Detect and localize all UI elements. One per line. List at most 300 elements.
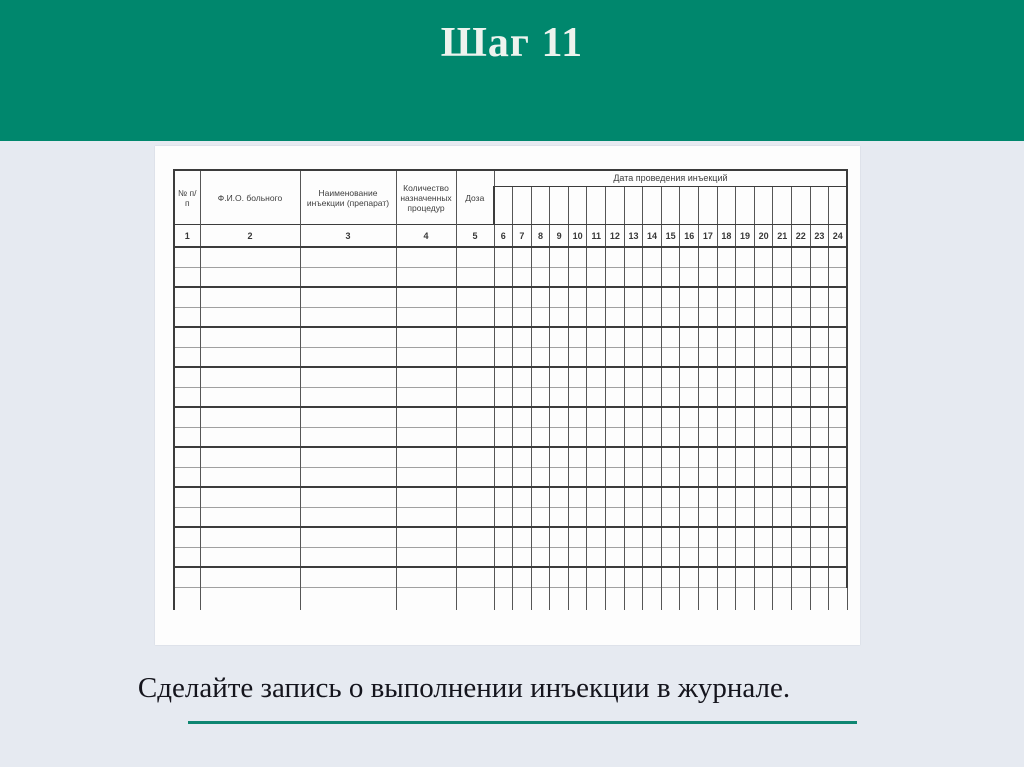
table-cell — [773, 387, 792, 407]
table-cell — [717, 387, 736, 407]
table-cell — [773, 347, 792, 367]
table-cell — [736, 327, 755, 347]
table-cell — [829, 327, 848, 347]
table-cell — [568, 307, 587, 327]
table-cell — [643, 327, 662, 347]
table-cell — [531, 287, 550, 307]
table-cell — [754, 487, 773, 507]
table-cell — [624, 307, 643, 327]
table-cell — [680, 327, 699, 347]
table-cell — [300, 527, 396, 547]
date-subheader-cell — [680, 187, 699, 225]
table-cell — [699, 427, 718, 447]
table-cell — [200, 547, 300, 567]
column-number-cell: 4 — [396, 225, 456, 248]
table-cell — [661, 447, 680, 467]
table-cell — [200, 487, 300, 507]
table-cell — [568, 527, 587, 547]
table-cell — [680, 467, 699, 487]
table-cell — [300, 467, 396, 487]
table-cell — [587, 247, 606, 267]
table-cell — [717, 287, 736, 307]
table-cell — [587, 347, 606, 367]
table-cell — [680, 507, 699, 527]
table-cell — [494, 427, 513, 447]
table-cell — [531, 367, 550, 387]
table-cell — [792, 427, 811, 447]
table-cell — [736, 547, 755, 567]
table-cell — [810, 367, 829, 387]
table-cell — [200, 507, 300, 527]
table-cell — [174, 427, 200, 447]
table-cell — [661, 287, 680, 307]
table-row — [174, 467, 847, 487]
table-cell — [396, 487, 456, 507]
table-cell — [568, 287, 587, 307]
table-cell — [456, 527, 494, 547]
table-cell — [174, 507, 200, 527]
table-cell — [643, 267, 662, 287]
table-cell — [773, 527, 792, 547]
table-cell — [699, 287, 718, 307]
table-cell — [606, 287, 625, 307]
table-cell — [754, 427, 773, 447]
table-cell — [587, 367, 606, 387]
table-cell — [699, 447, 718, 467]
table-cell — [300, 347, 396, 367]
header-cell-number: № п/п — [174, 170, 200, 225]
table-cell — [810, 347, 829, 367]
table-cell — [829, 367, 848, 387]
table-cell — [699, 467, 718, 487]
date-subheader-cell — [717, 187, 736, 225]
table-cell — [717, 487, 736, 507]
table-cell — [680, 407, 699, 427]
table-cell — [792, 567, 811, 587]
table-cell — [396, 367, 456, 387]
table-cell — [643, 347, 662, 367]
table-cell — [396, 467, 456, 487]
date-subheader-cell — [810, 187, 829, 225]
table-row — [174, 367, 847, 387]
date-subheader-cell — [494, 187, 513, 225]
table-cell — [174, 307, 200, 327]
table-cell — [174, 247, 200, 267]
table-cell — [396, 267, 456, 287]
table-cell — [300, 247, 396, 267]
table-cell — [396, 247, 456, 267]
table-cell — [456, 467, 494, 487]
table-cell — [661, 247, 680, 267]
table-cell — [396, 427, 456, 447]
table-cell — [829, 287, 848, 307]
table-cell — [773, 367, 792, 387]
table-row — [174, 567, 847, 587]
table-cell — [606, 527, 625, 547]
table-cell — [829, 247, 848, 267]
table-cell — [699, 507, 718, 527]
table-cell — [773, 407, 792, 427]
column-number-cell: 21 — [773, 225, 792, 248]
injection-log-table — [173, 169, 848, 610]
table-cell — [661, 367, 680, 387]
table-cell — [396, 407, 456, 427]
table-cell — [754, 307, 773, 327]
table-cell — [456, 507, 494, 527]
table-cell — [624, 507, 643, 527]
table-cell — [174, 467, 200, 487]
column-number-cell: 11 — [587, 225, 606, 248]
table-cell — [773, 567, 792, 587]
table-cell — [550, 567, 569, 587]
table-cell — [792, 267, 811, 287]
table-cell — [792, 287, 811, 307]
column-number-cell: 23 — [810, 225, 829, 248]
table-cell — [531, 507, 550, 527]
caption-text: Сделайте запись о выполнении инъекции в журнале. — [137, 672, 791, 704]
table-cell — [200, 247, 300, 267]
table-cell — [680, 447, 699, 467]
table-cell — [606, 487, 625, 507]
column-number-cell: 17 — [699, 225, 718, 248]
table-cell — [606, 567, 625, 587]
table-cell — [174, 567, 200, 587]
table-cell — [680, 387, 699, 407]
table-cell — [456, 307, 494, 327]
table-cell — [513, 307, 532, 327]
table-cell — [624, 267, 643, 287]
table-edge-stub-cell — [624, 587, 643, 610]
table-cell — [174, 367, 200, 387]
table-cell — [624, 547, 643, 567]
table-cell — [680, 487, 699, 507]
table-cell — [200, 527, 300, 547]
table-cell — [531, 347, 550, 367]
table-cell — [829, 567, 848, 587]
table-cell — [624, 327, 643, 347]
table-row — [174, 487, 847, 507]
table-edge-stub-cell — [456, 587, 494, 610]
table-cell — [550, 527, 569, 547]
table-cell — [587, 407, 606, 427]
table-row — [174, 267, 847, 287]
table-cell — [643, 567, 662, 587]
table-cell — [513, 287, 532, 307]
table-edge-stub-cell — [773, 587, 792, 610]
date-subheader-cell — [550, 187, 569, 225]
date-subheader-cell — [587, 187, 606, 225]
table-edge-stub-cell — [754, 587, 773, 610]
column-number-cell: 22 — [792, 225, 811, 248]
table-cell — [643, 527, 662, 547]
table-cell — [661, 307, 680, 327]
table-edge-stub-cell — [680, 587, 699, 610]
table-cell — [754, 347, 773, 367]
table-cell — [792, 367, 811, 387]
column-number-cell: 5 — [456, 225, 494, 248]
table-cell — [792, 507, 811, 527]
table-cell — [699, 527, 718, 547]
table-cell — [810, 387, 829, 407]
table-cell — [792, 407, 811, 427]
table-cell — [624, 427, 643, 447]
column-number-cell: 10 — [568, 225, 587, 248]
table-cell — [736, 287, 755, 307]
table-cell — [587, 467, 606, 487]
table-cell — [606, 447, 625, 467]
table-cell — [829, 427, 848, 447]
table-cell — [456, 427, 494, 447]
table-cell — [531, 487, 550, 507]
header-cell-dose: Доза — [456, 170, 494, 225]
table-cell — [531, 447, 550, 467]
table-cell — [513, 507, 532, 527]
table-edge-stub-cell — [810, 587, 829, 610]
table-cell — [531, 267, 550, 287]
table-cell — [810, 407, 829, 427]
table-cell — [699, 387, 718, 407]
table-cell — [456, 247, 494, 267]
table-cell — [587, 507, 606, 527]
table-edge-stub-cell — [643, 587, 662, 610]
column-number-cell: 16 — [680, 225, 699, 248]
table-cell — [513, 547, 532, 567]
table-cell — [531, 387, 550, 407]
table-cell — [606, 467, 625, 487]
table-cell — [531, 247, 550, 267]
table-edge-stub-cell — [661, 587, 680, 610]
table-cell — [587, 447, 606, 467]
table-edge-stub-cell — [200, 587, 300, 610]
table-cell — [829, 547, 848, 567]
table-cell — [531, 327, 550, 347]
table-cell — [456, 367, 494, 387]
table-cell — [643, 467, 662, 487]
table-cell — [456, 287, 494, 307]
table-cell — [792, 447, 811, 467]
table-cell — [717, 507, 736, 527]
table-cell — [754, 447, 773, 467]
date-subheader-cell — [792, 187, 811, 225]
table-cell — [396, 567, 456, 587]
table-cell — [300, 267, 396, 287]
table-cell — [456, 487, 494, 507]
table-cell — [680, 527, 699, 547]
table-cell — [643, 387, 662, 407]
table-cell — [736, 427, 755, 447]
table-cell — [531, 547, 550, 567]
table-cell — [643, 287, 662, 307]
table-cell — [661, 387, 680, 407]
table-cell — [773, 447, 792, 467]
table-edge-stub-cell — [531, 587, 550, 610]
column-number-cell: 13 — [624, 225, 643, 248]
table-cell — [550, 287, 569, 307]
table-edge-stub-cell — [717, 587, 736, 610]
table-cell — [494, 527, 513, 547]
table-cell — [736, 267, 755, 287]
table-cell — [792, 327, 811, 347]
table-cell — [200, 427, 300, 447]
table-cell — [550, 367, 569, 387]
table-cell — [643, 487, 662, 507]
table-cell — [494, 247, 513, 267]
table-cell — [736, 527, 755, 547]
table-cell — [773, 467, 792, 487]
table-cell — [587, 287, 606, 307]
date-subheader-cell — [568, 187, 587, 225]
column-number-cell: 3 — [300, 225, 396, 248]
table-cell — [568, 327, 587, 347]
journal-paper — [155, 146, 860, 645]
table-cell — [568, 427, 587, 447]
date-subheader-cell — [699, 187, 718, 225]
table-cell — [550, 327, 569, 347]
table-cell — [550, 487, 569, 507]
table-cell — [624, 447, 643, 467]
table-cell — [773, 547, 792, 567]
table-cell — [174, 347, 200, 367]
date-subheader-cell — [736, 187, 755, 225]
table-edge-stub-cell — [396, 587, 456, 610]
table-cell — [513, 447, 532, 467]
table-cell — [754, 287, 773, 307]
table-cell — [810, 307, 829, 327]
table-cell — [494, 327, 513, 347]
table-cell — [717, 527, 736, 547]
table-cell — [606, 307, 625, 327]
table-edge-stub-cell — [829, 587, 848, 610]
date-subheader-cell — [624, 187, 643, 225]
table-cell — [606, 387, 625, 407]
table-cell — [736, 447, 755, 467]
table-cell — [810, 327, 829, 347]
table-cell — [456, 547, 494, 567]
table-cell — [792, 487, 811, 507]
table-cell — [396, 287, 456, 307]
table-cell — [699, 267, 718, 287]
table-cell — [531, 567, 550, 587]
table-cell — [568, 247, 587, 267]
table-cell — [661, 407, 680, 427]
table-cell — [568, 447, 587, 467]
table-cell — [699, 367, 718, 387]
table-cell — [494, 387, 513, 407]
table-body — [174, 247, 847, 610]
table-cell — [810, 247, 829, 267]
table-cell — [531, 307, 550, 327]
date-subheader-cell — [773, 187, 792, 225]
table-cell — [550, 467, 569, 487]
table-cell — [773, 327, 792, 347]
table-cell — [736, 347, 755, 367]
table-cell — [810, 527, 829, 547]
table-cell — [568, 547, 587, 567]
table-cell — [773, 507, 792, 527]
table-cell — [829, 307, 848, 327]
table-cell — [680, 567, 699, 587]
table-cell — [200, 307, 300, 327]
table-cell — [513, 347, 532, 367]
table-cell — [300, 487, 396, 507]
table-edge-stub-cell — [736, 587, 755, 610]
table-cell — [699, 547, 718, 567]
table-cell — [624, 467, 643, 487]
table-cell — [300, 567, 396, 587]
table-cell — [174, 407, 200, 427]
table-cell — [717, 467, 736, 487]
table-cell — [174, 547, 200, 567]
table-cell — [174, 487, 200, 507]
table-edge-stub-cell — [300, 587, 396, 610]
table-cell — [494, 267, 513, 287]
table-cell — [717, 267, 736, 287]
table-cell — [829, 387, 848, 407]
table-cell — [200, 467, 300, 487]
table-cell — [754, 407, 773, 427]
table-cell — [494, 287, 513, 307]
table-cell — [513, 427, 532, 447]
table-cell — [456, 567, 494, 587]
table-cell — [680, 307, 699, 327]
table-cell — [624, 287, 643, 307]
table-cell — [736, 487, 755, 507]
table-cell — [606, 347, 625, 367]
table-cell — [829, 527, 848, 547]
table-cell — [643, 247, 662, 267]
table-edge-stub-cell — [792, 587, 811, 610]
table-cell — [494, 367, 513, 387]
table-cell — [717, 547, 736, 567]
header-cell-fio: Ф.И.О. больного — [200, 170, 300, 225]
table-cell — [754, 567, 773, 587]
table-cell — [736, 247, 755, 267]
table-cell — [680, 367, 699, 387]
table-cell — [513, 247, 532, 267]
table-cell — [680, 267, 699, 287]
table-cell — [661, 267, 680, 287]
table-cell — [643, 507, 662, 527]
table-cell — [531, 527, 550, 547]
table-cell — [513, 267, 532, 287]
table-cell — [174, 267, 200, 287]
table-cell — [550, 427, 569, 447]
table-cell — [300, 507, 396, 527]
table-cell — [550, 507, 569, 527]
table-cell — [550, 447, 569, 467]
table-cell — [829, 487, 848, 507]
table-cell — [174, 527, 200, 547]
table-cell — [494, 467, 513, 487]
date-group-header: Дата проведения инъекций — [494, 170, 847, 187]
table-cell — [300, 287, 396, 307]
table-cell — [810, 267, 829, 287]
table-cell — [456, 327, 494, 347]
table-cell — [829, 407, 848, 427]
table-cell — [792, 467, 811, 487]
table-cell — [513, 407, 532, 427]
header-cell-procedure-count: Количество назначенных процедур — [396, 170, 456, 225]
column-number-cell: 6 — [494, 225, 513, 248]
table-cell — [300, 427, 396, 447]
table-cell — [494, 347, 513, 367]
table-cell — [717, 447, 736, 467]
table-row — [174, 547, 847, 567]
table-cell — [624, 407, 643, 427]
table-cell — [494, 547, 513, 567]
table-cell — [300, 327, 396, 347]
date-subheader-cell — [513, 187, 532, 225]
